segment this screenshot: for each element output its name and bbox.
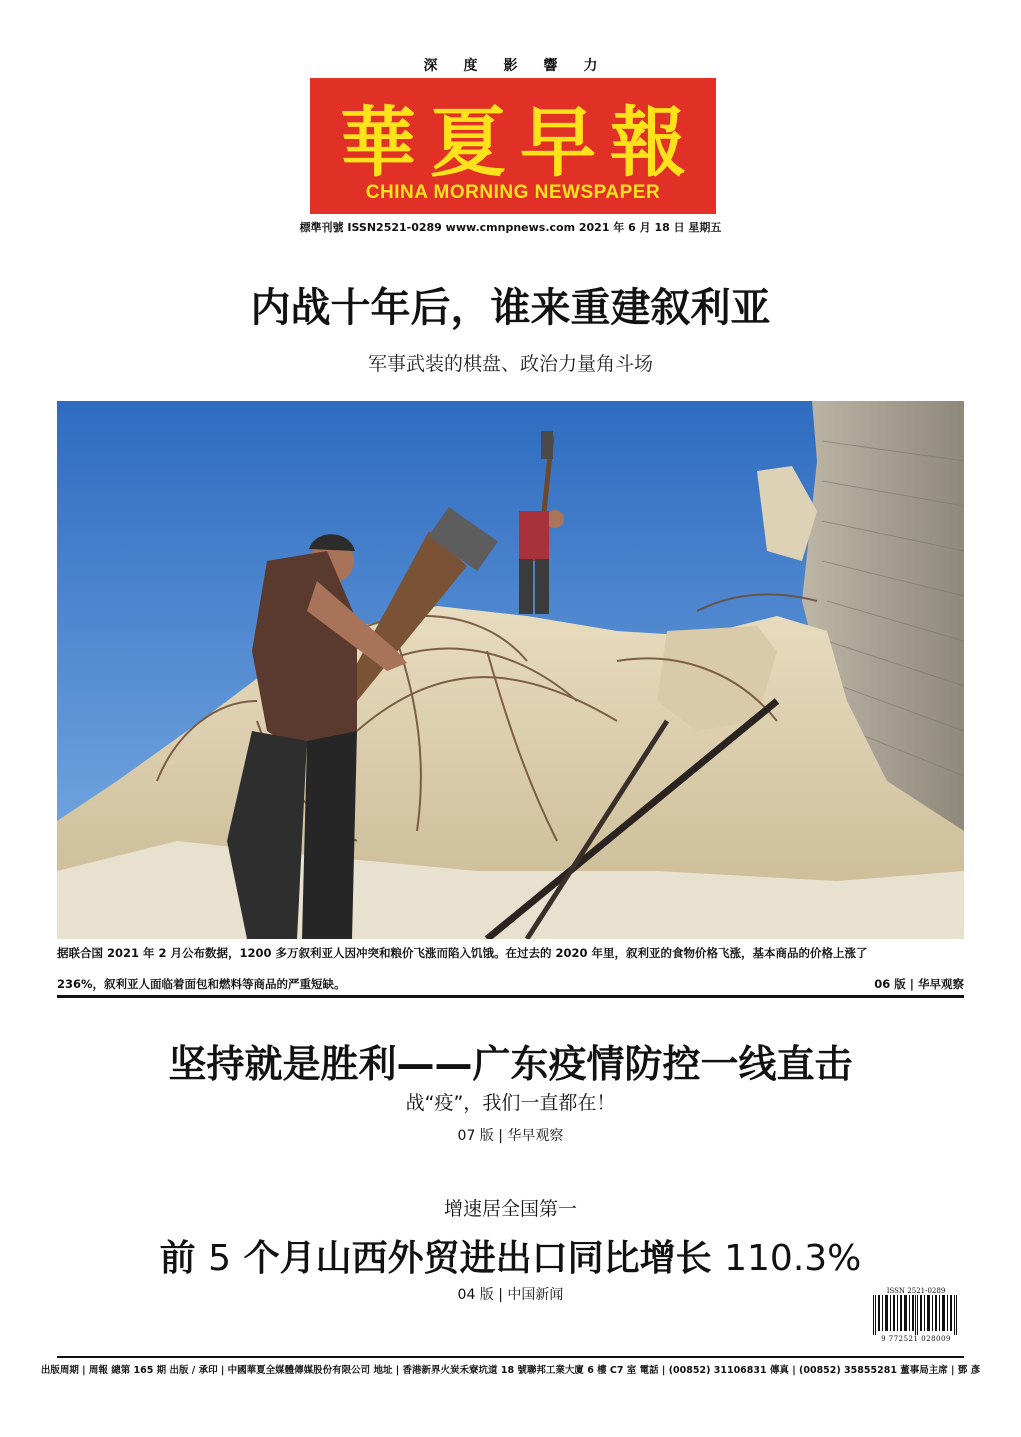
barcode-bars bbox=[873, 1295, 959, 1335]
lead-subhead: 军事武装的棋盘、政治力量角斗场 bbox=[367, 353, 653, 375]
photo-illustration bbox=[57, 401, 964, 939]
masthead-title-cn: 華夏早報 bbox=[340, 98, 700, 187]
caption-line-1: 据联合国 2021 年 2 月公布数据，1200 多万叙利亚人因冲突和粮价飞涨而陷入饥饿。在过去的 2020 年里，叙利亚的食物价格飞涨，基本商品的价格上涨了 bbox=[57, 946, 868, 960]
lead-page-ref[interactable]: 06 版 | 华早观察 bbox=[874, 977, 964, 991]
story3-headline-num2: 110.3% bbox=[724, 1238, 862, 1279]
story3-headline[interactable] bbox=[0, 1230, 1021, 1281]
publisher-footer: 出版周期 | 周報 總第 165 期 出版 / 承印 | 中國華夏全媒體傳媒股份有限公司 地址 | 香港新界火炭禾寮坑道 18 號聯邦工業大廈 6 樓 C7 室 電話 | (00852) 31106831 傳真 | (00852) 35855281 董事局主席 | 鄧 彥 bbox=[40, 1365, 981, 1376]
story3-headline-num1: 5 bbox=[208, 1238, 232, 1279]
lead-headline[interactable]: 内战十年后，谁来重建叙利亚 bbox=[250, 285, 771, 331]
issn-barcode bbox=[871, 1287, 961, 1347]
footer-divider bbox=[57, 1356, 964, 1358]
barcode-issn-label: ISSN 2521-0289 bbox=[886, 1287, 946, 1295]
lead-photo[interactable] bbox=[57, 401, 964, 939]
masthead-title-en: CHINA MORNING NEWSPAPER bbox=[365, 182, 661, 203]
story2-page-ref[interactable]: 07 版 | 华早观察 bbox=[457, 1128, 564, 1144]
section-divider bbox=[57, 995, 964, 998]
story2-headline[interactable]: 坚持就是胜利——广东疫情防控一线直击 bbox=[168, 1042, 853, 1086]
barcode-number: 9 772521 028009 bbox=[881, 1335, 951, 1343]
caption-line-2: 236%，叙利亚人面临着面包和燃料等商品的严重短缺。 bbox=[57, 977, 346, 991]
story2-subhead: 战“疫”，我们一直都在！ bbox=[405, 1092, 616, 1114]
masthead-logo[interactable] bbox=[310, 78, 716, 214]
issue-info: 標準刊號 ISSN2521-0289 www.cmnpnews.com 2021 年 6 月 18 日 星期五 bbox=[299, 221, 722, 234]
story3-headline-prefix: 前 bbox=[159, 1238, 209, 1279]
story3-kicker: 增速居全国第一 bbox=[443, 1198, 577, 1220]
masthead-tagline: 深度影響力 bbox=[423, 58, 624, 74]
story3-page-ref[interactable]: 04 版 | 中国新闻 bbox=[457, 1287, 564, 1303]
story3-headline-mid: 个月山西外贸进出口同比增长 bbox=[231, 1238, 725, 1279]
